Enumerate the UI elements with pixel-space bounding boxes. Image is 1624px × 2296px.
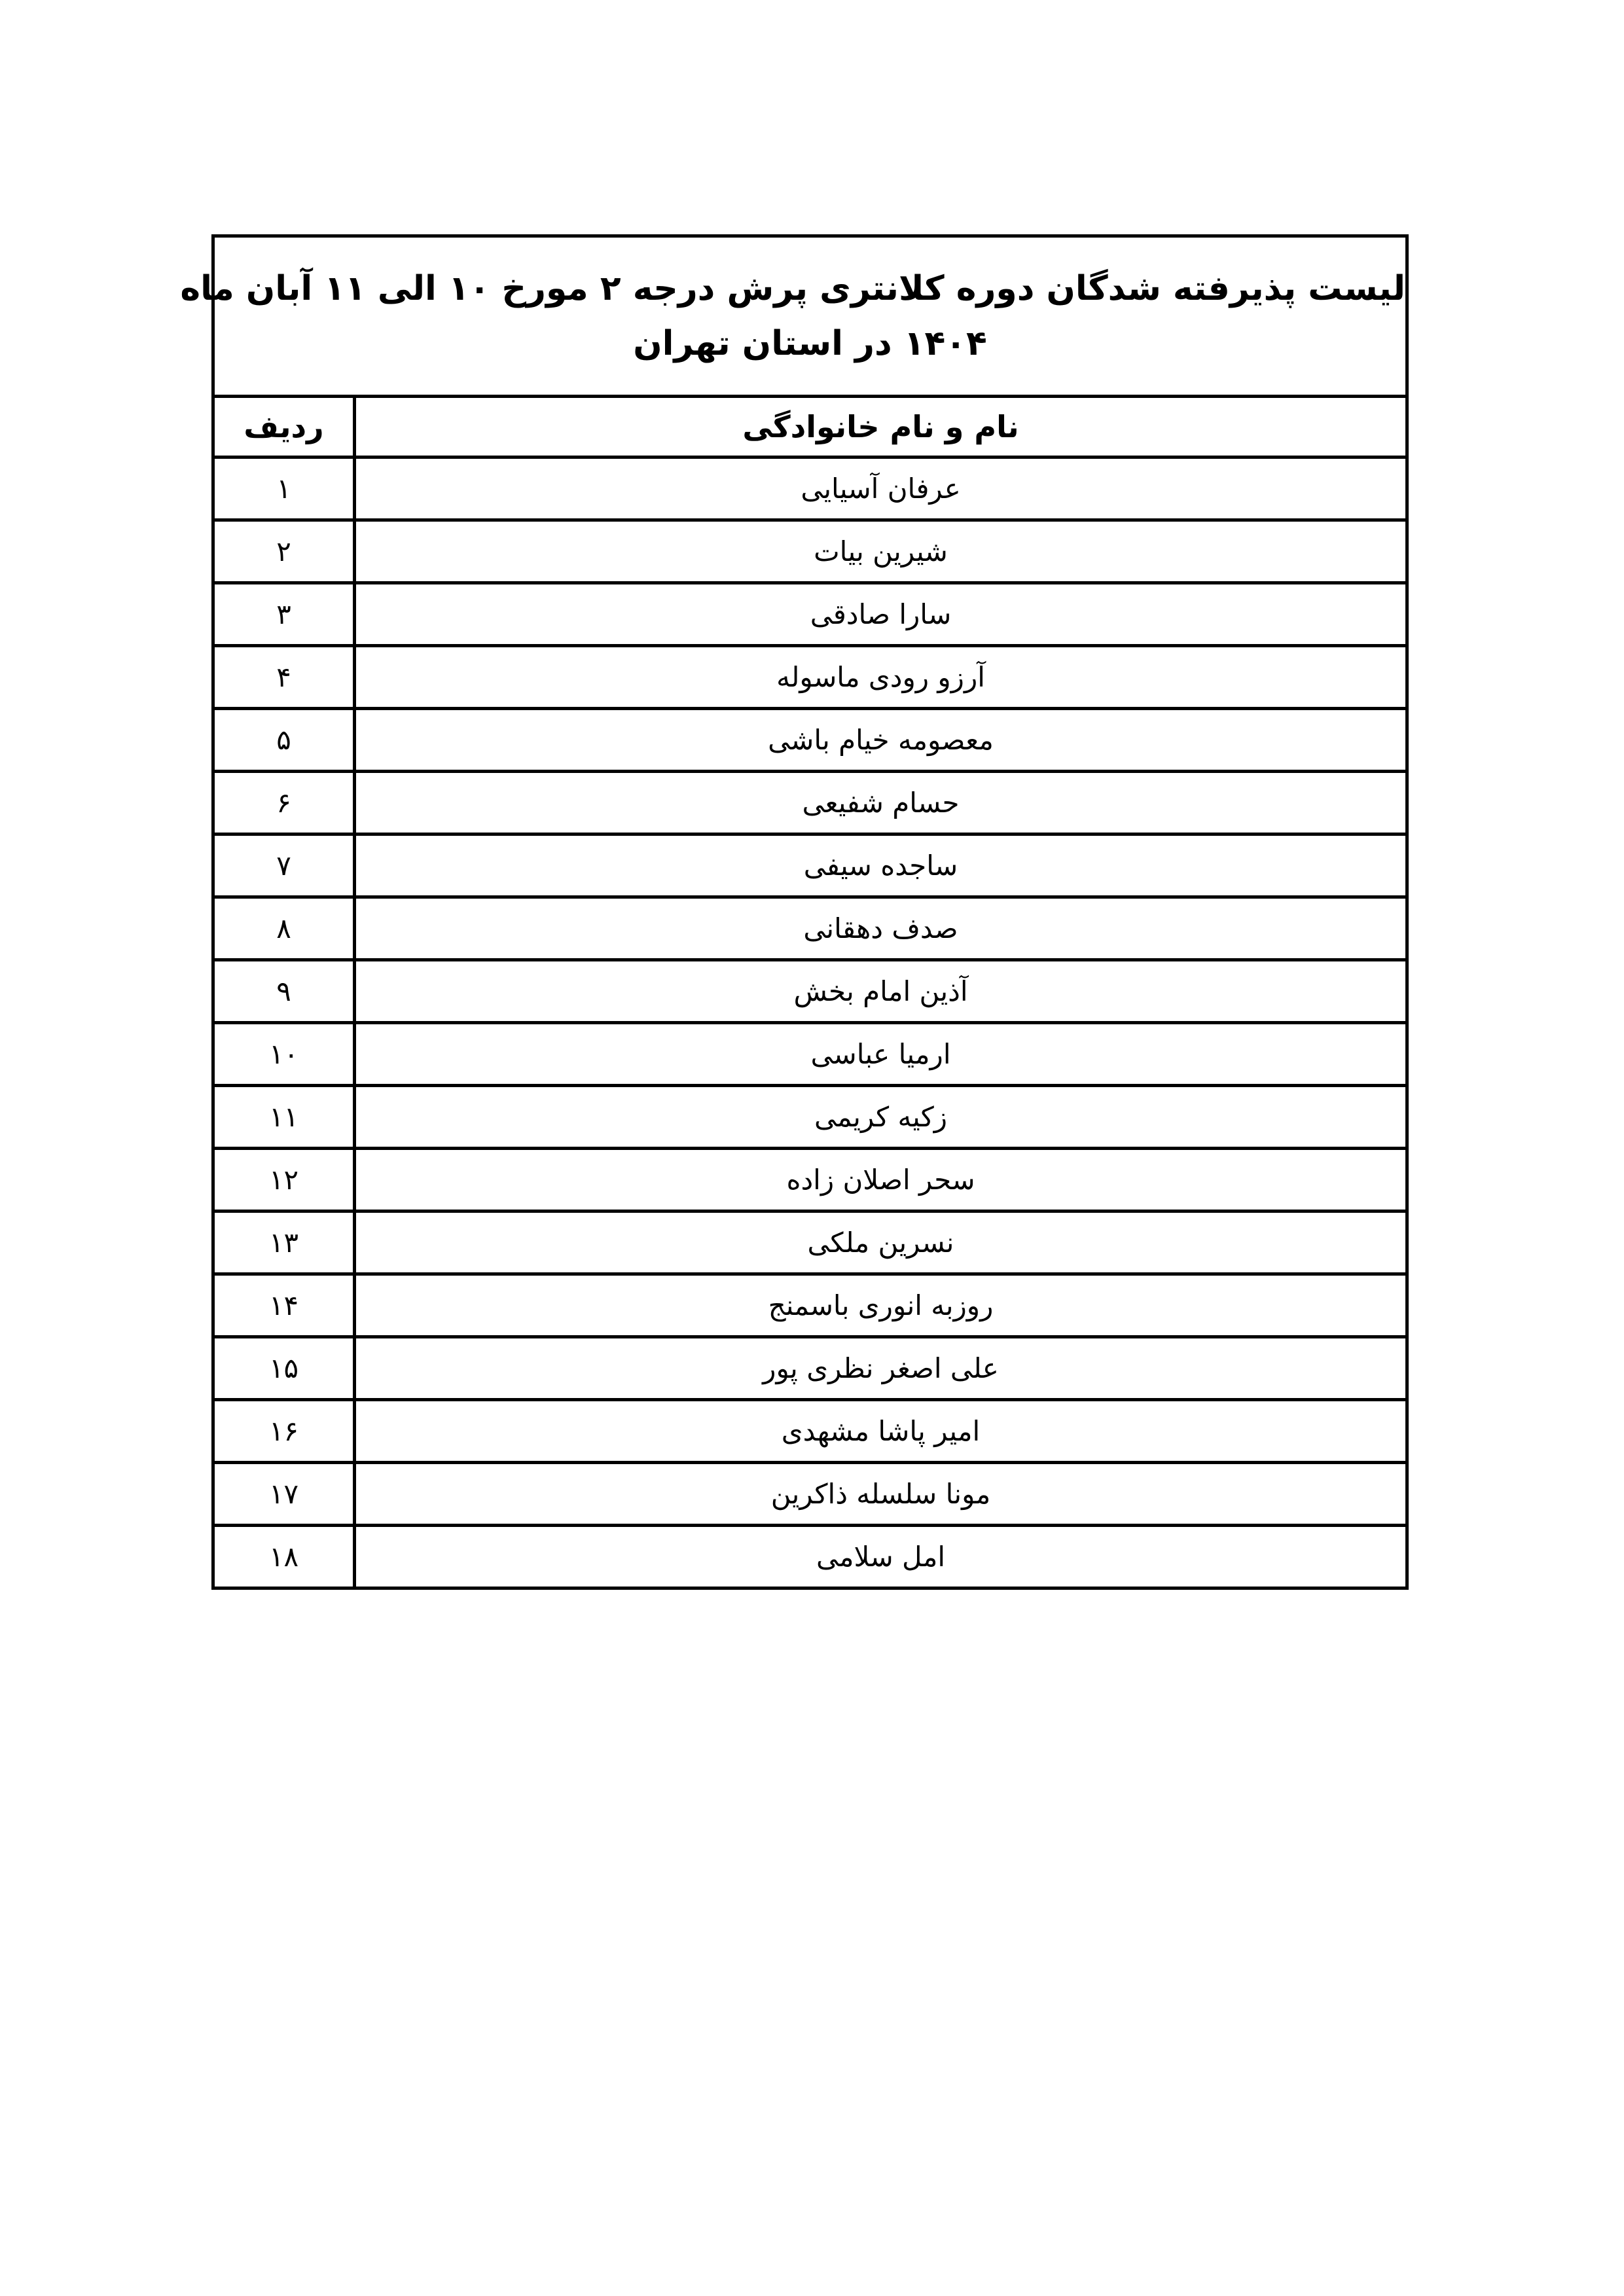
cell-index: ۱۰ (213, 1023, 355, 1086)
table-row (213, 583, 1407, 646)
cell-name: ساجده سیفی (355, 834, 1407, 897)
cell-name: آرزو رودی ماسوله (355, 646, 1407, 709)
cell-name: شیرین بیات (355, 520, 1407, 583)
table-row (213, 1086, 1407, 1149)
cell-index: ۷ (213, 834, 355, 897)
cell-name: علی اصغر نظری پور (355, 1337, 1407, 1400)
cell-name: آذین امام بخش (355, 960, 1407, 1023)
table-row (213, 1526, 1407, 1588)
table-row (213, 457, 1407, 520)
cell-index: ۸ (213, 897, 355, 960)
document-title-line-2: ۱۴۰۴ در استان تهران (633, 324, 987, 363)
table-header-row (213, 397, 1407, 457)
column-header-name: نام و نام خانوادگی (355, 397, 1407, 457)
accepted-list-table-container (180, 234, 1409, 1590)
table-row (213, 772, 1407, 834)
table-row (213, 897, 1407, 960)
table-row (213, 834, 1407, 897)
table-body (180, 236, 1407, 1588)
cell-index: ۵ (213, 709, 355, 772)
cell-index: ۱۳ (213, 1211, 355, 1274)
table-row (213, 1274, 1407, 1337)
column-header-index: ردیف (213, 397, 355, 457)
document-title (180, 236, 1407, 397)
table-row (213, 1149, 1407, 1211)
cell-name: ارمیا عباسی (355, 1023, 1407, 1086)
cell-name: امیر پاشا مشهدی (355, 1400, 1407, 1463)
cell-name: حسام شفیعی (355, 772, 1407, 834)
cell-index: ۳ (213, 583, 355, 646)
cell-name: زکیه کریمی (355, 1086, 1407, 1149)
table-row (213, 646, 1407, 709)
table-row (213, 520, 1407, 583)
cell-name: امل سلامی (355, 1526, 1407, 1588)
cell-index: ۱۲ (213, 1149, 355, 1211)
cell-name: نسرین ملکی (355, 1211, 1407, 1274)
cell-index: ۱ (213, 457, 355, 520)
cell-index: ۹ (213, 960, 355, 1023)
table-row (213, 1463, 1407, 1526)
cell-index: ۱۶ (213, 1400, 355, 1463)
table-title-row (213, 236, 1407, 397)
cell-index: ۴ (213, 646, 355, 709)
cell-index: ۱۷ (213, 1463, 355, 1526)
table-row (213, 1023, 1407, 1086)
table-row (213, 1337, 1407, 1400)
table-row (213, 1400, 1407, 1463)
cell-name: مونا سلسله ذاکرین (355, 1463, 1407, 1526)
cell-name: صدف دهقانی (355, 897, 1407, 960)
cell-index: ۱۱ (213, 1086, 355, 1149)
cell-name: معصومه خیام باشی (355, 709, 1407, 772)
document-title-line-1: لیست پذیرفته شدگان دوره کلانتری پرش درجه ۲ مورخ ۱۰ الی ۱۱ آبان ماه (180, 268, 1405, 308)
cell-index: ۱۸ (213, 1526, 355, 1588)
cell-index: ۱۵ (213, 1337, 355, 1400)
table-row (213, 1211, 1407, 1274)
cell-index: ۲ (213, 520, 355, 583)
accepted-list-table (180, 234, 1409, 1590)
cell-name: روزبه انوری باسمنج (355, 1274, 1407, 1337)
cell-index: ۱۴ (213, 1274, 355, 1337)
table-row (213, 960, 1407, 1023)
cell-name: سارا صادقی (355, 583, 1407, 646)
cell-name: سحر اصلان زاده (355, 1149, 1407, 1211)
cell-name: عرفان آسیایی (355, 457, 1407, 520)
table-row (213, 709, 1407, 772)
cell-index: ۶ (213, 772, 355, 834)
